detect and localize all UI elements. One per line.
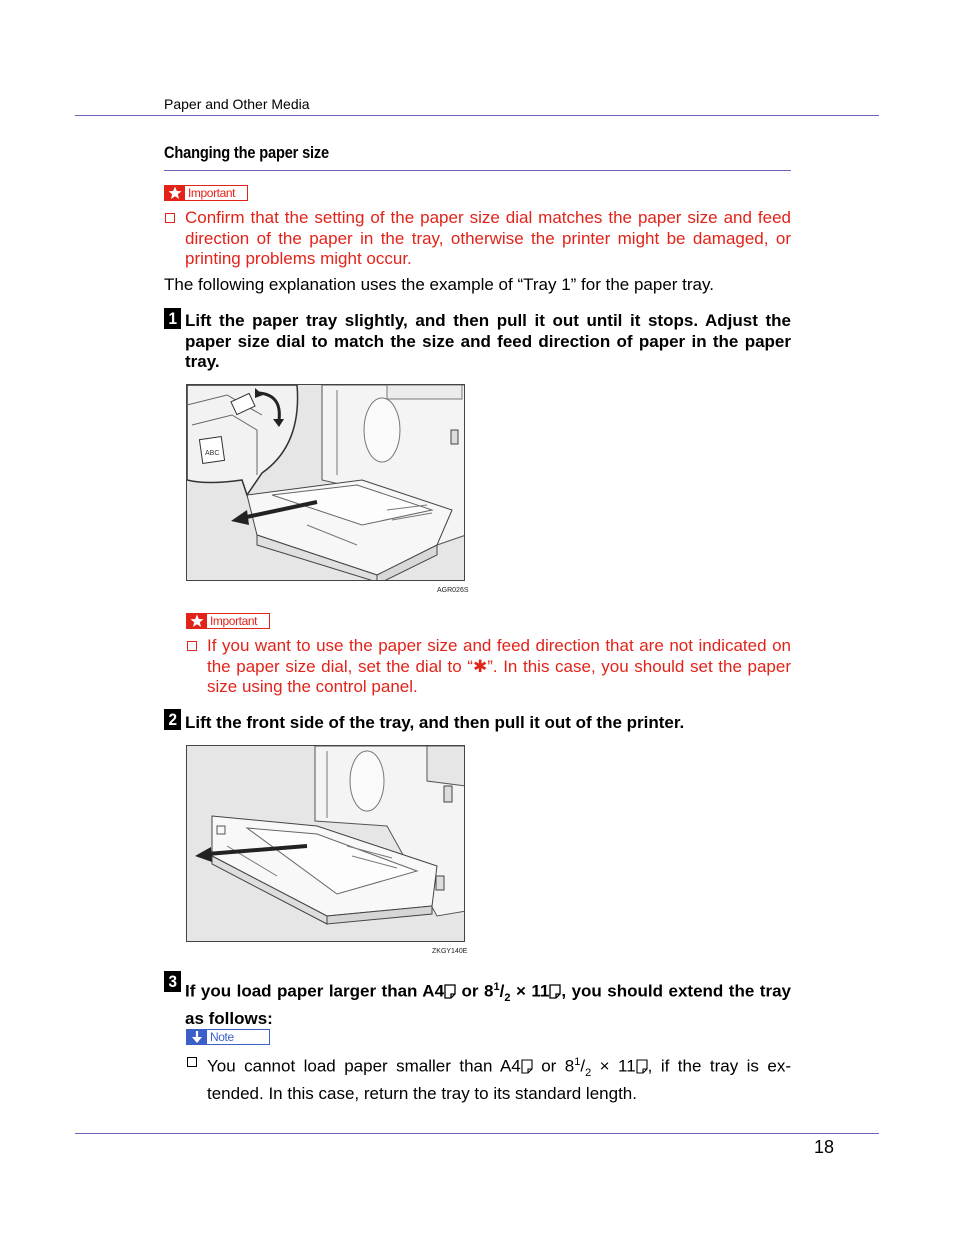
portrait-paper-icon — [521, 1059, 533, 1074]
step-1-number: 1 — [164, 308, 181, 329]
important-text-2: If you want to use the paper size and feed direction that are not indicated on the paper size dial, set the dial to “✱”. In this case, you should set the paper size using the control panel. — [207, 636, 791, 696]
important-label: Important — [188, 186, 236, 200]
note-label: Note — [210, 1030, 234, 1044]
portrait-paper-icon — [549, 984, 561, 999]
figure-1-code: AGR026S — [437, 587, 469, 594]
intro-text: The following explanation uses the example of “Tray 1” for the paper tray. — [164, 275, 714, 294]
step-2-text: Lift the front side of the tray, and then pull it out of the printer. — [185, 713, 685, 732]
portrait-paper-icon — [636, 1059, 648, 1074]
footer-rule — [75, 1133, 879, 1134]
page-number: 18 — [814, 1137, 835, 1157]
checkbox-bullet-icon — [187, 641, 197, 651]
asterisk-symbol-icon: ✱ — [472, 656, 488, 676]
note-badge — [186, 1029, 270, 1045]
checkbox-bullet-icon — [187, 1057, 197, 1067]
svg-text:ABC: ABC — [205, 450, 220, 457]
important-badge — [164, 185, 248, 201]
header-rule — [75, 115, 879, 116]
figure-2-code: ZKGY140E — [432, 948, 468, 955]
important-badge — [186, 613, 270, 629]
step-1-text: Lift the paper tray slightly, and then pull it out until it stops. Adjust the paper size dial to match the size and feed direction of paper in the paper tray. — [185, 311, 791, 371]
step-2-number: 2 — [164, 709, 181, 730]
section-rule — [164, 170, 791, 171]
star-icon — [165, 186, 185, 200]
running-header: Paper and Other Media — [164, 96, 310, 112]
figure-tray-remove — [186, 745, 465, 942]
important-text: Confirm that the setting of the paper size dial matches the paper size and feed direction of the paper in the tray, otherwise the printer might be damaged, or printing problems might occur. — [185, 208, 791, 268]
down-arrow-icon — [187, 1030, 207, 1044]
checkbox-bullet-icon — [165, 213, 175, 223]
figure-tray-pull-out — [186, 384, 465, 581]
important-label: Important — [210, 614, 258, 628]
step-3-number: 3 — [164, 971, 181, 992]
step-3-text: If you load paper larger than A4 or $8^1/_2 \times 11$ , you should extend the tray as follows: — [185, 981, 791, 1028]
star-icon — [187, 614, 207, 628]
note-text: You cannot load paper smaller than A4 or $8^1/_2 \times 11$ , if the tray is ex-tended. In this case, return the tray to its standard length. — [207, 1056, 791, 1103]
portrait-paper-icon — [444, 984, 456, 999]
section-title: Changing the paper size — [164, 143, 330, 162]
